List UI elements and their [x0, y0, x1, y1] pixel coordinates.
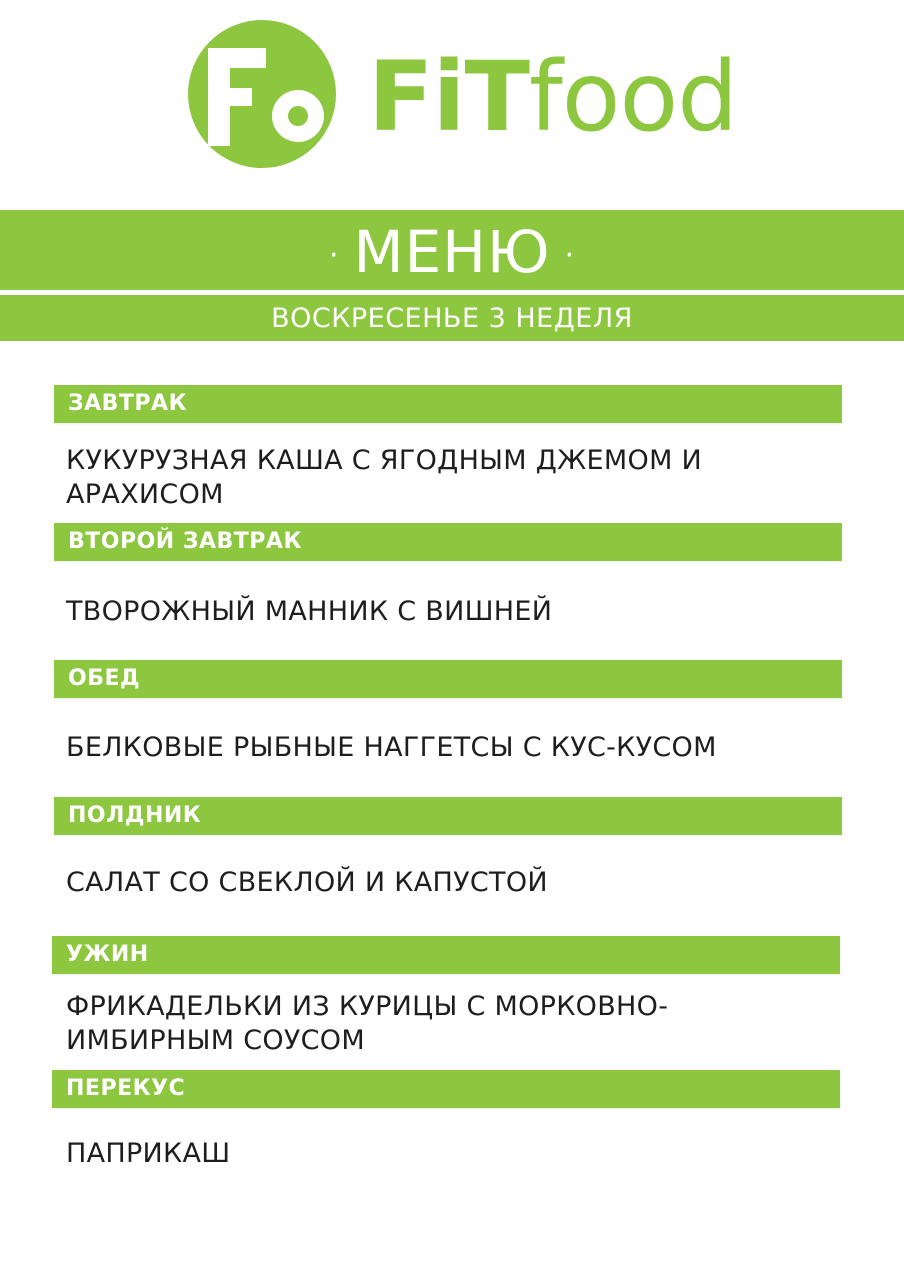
meal-header-breakfast [54, 385, 842, 423]
meal-label: ОБЕД [68, 666, 141, 691]
meal-dish: САЛАТ СО СВЕКЛОЙ И КАПУСТОЙ [66, 867, 548, 898]
fitfood-logo [186, 18, 738, 178]
brand-name-food: food [528, 41, 738, 153]
meal-dish: БЕЛКОВЫЕ РЫБНЫЕ НАГГЕТСЫ С КУС-КУСОМ [66, 732, 717, 763]
title-dot-right: · [564, 237, 575, 273]
meal-label: ПЕРЕКУС [66, 1076, 186, 1101]
meal-label: ПОЛДНИК [68, 803, 202, 828]
day-band [0, 295, 904, 341]
menu-title [0, 210, 904, 290]
meal-label: УЖИН [66, 942, 149, 967]
meal-header-afternoon-snack [54, 797, 842, 835]
meal-dish: ТВОРОЖНЫЙ МАННИК С ВИШНЕЙ [66, 596, 553, 627]
brand-name-fit: FiT [368, 41, 529, 153]
brand-name [368, 42, 737, 152]
menu-title-text: МЕНЮ [353, 218, 551, 286]
title-dot-left: · [328, 237, 340, 273]
meal-header-dinner [52, 936, 840, 974]
menu-title-band [0, 210, 904, 290]
meal-header-snack [52, 1070, 840, 1108]
fitfood-logo-mark-icon [186, 18, 338, 170]
day-title: ВОСКРЕСЕНЬЕ 3 НЕДЕЛЯ [271, 303, 633, 334]
meal-dish: ФРИКАДЕЛЬКИ ИЗ КУРИЦЫ С МОРКОВНО- ИМБИРНЫМ СОУСОМ [66, 991, 669, 1056]
meal-dish: КУКУРУЗНАЯ КАША С ЯГОДНЫМ ДЖЕМОМ И АРАХИСОМ [66, 445, 703, 510]
meal-label: ВТОРОЙ ЗАВТРАК [68, 529, 302, 554]
meal-header-second-breakfast [54, 523, 842, 561]
meal-header-lunch [54, 660, 842, 698]
meal-label: ЗАВТРАК [68, 391, 188, 416]
meal-dish: ПАПРИКАШ [66, 1138, 231, 1169]
